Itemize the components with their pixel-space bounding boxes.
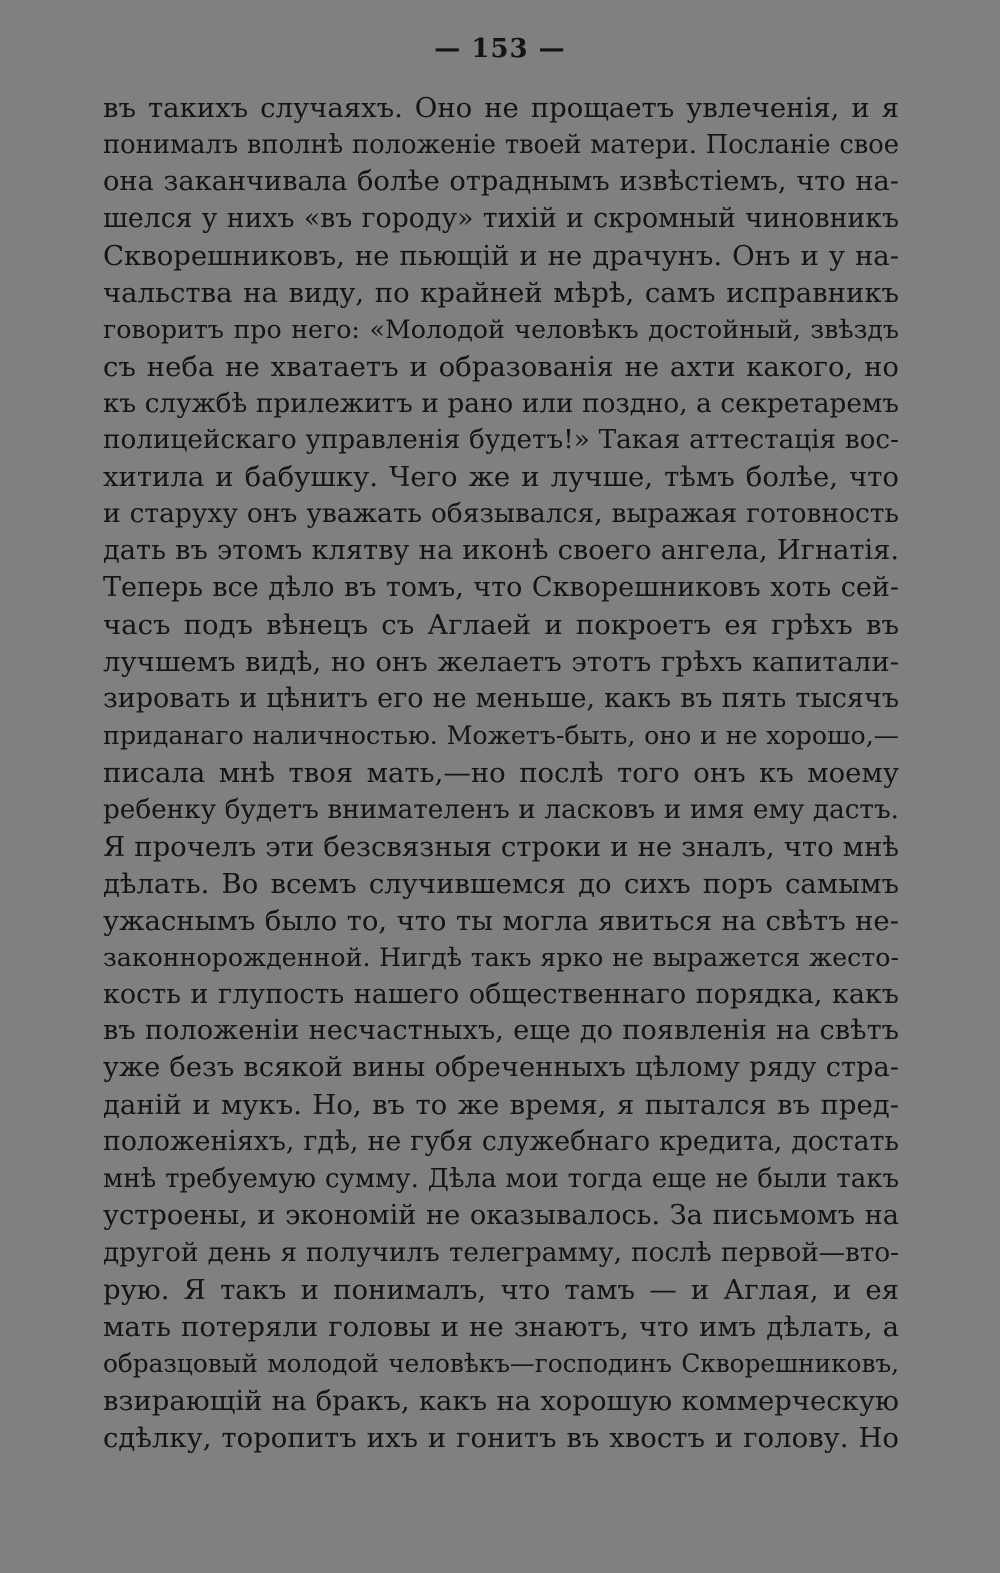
text-line: Теперь все дѣло въ томъ, что Скворешниковъ хоть сей- [103, 572, 899, 604]
text-line: рую. Я такъ и понималъ, что тамъ — и Аглая, и ея [103, 1274, 899, 1306]
text-line: зировать и цѣнитъ его не меньше, какъ въ пять тысячъ [103, 683, 899, 714]
page-body-text [103, 90, 899, 1457]
text-line: законнорожденной. Нигдѣ такъ ярко не выражется жесто- [103, 942, 899, 972]
text-line: ужаснымъ было то, что ты могла явиться на свѣтъ не- [103, 904, 899, 937]
text-line: полицейскаго управленія будетъ!» Такая аттестація вос- [103, 425, 899, 456]
text-line: взирающій на бракъ, какъ на хорошую коммерческую [103, 1384, 899, 1417]
text-line: она заканчивала болѣе отраднымъ извѣстіемъ, что на- [103, 165, 899, 197]
text-line: дѣлать. Во всемъ случившемся до сихъ поръ самымъ [103, 867, 899, 900]
text-line: часъ подъ вѣнецъ съ Аглаей и покроетъ ея грѣхъ въ [103, 609, 899, 642]
text-line: кость и глупость нашего общественнаго порядка, какъ [103, 978, 899, 1010]
text-line: Скворешниковъ, не пьющій и не драчунъ. Онъ и у на- [103, 239, 899, 272]
text-line: положеніяхъ, гдѣ, не губя служебнаго кредита, достать [103, 1126, 899, 1158]
text-line: чальства на виду, по крайней мѣрѣ, самъ исправникъ [103, 276, 899, 309]
text-line: къ службѣ прилежитъ и рано или поздно, а секретаремъ [103, 388, 899, 419]
text-line: устроены, и экономій не оказывалось. За письмомъ на [103, 1200, 899, 1232]
text-line: шелся у нихъ «въ городу» тихій и скромный чиновникъ [103, 202, 899, 234]
text-line: даній и мукъ. Но, въ то же время, я пытался въ пред- [103, 1089, 899, 1122]
text-line: мнѣ требуемую сумму. Дѣла мои тогда еще не были такъ [103, 1164, 899, 1195]
text-line: лучшемъ видѣ, но онъ желаетъ этотъ грѣхъ капитали- [103, 646, 899, 679]
text-line: хитила и бабушку. Чего же и лучше, тѣмъ болѣе, что [103, 461, 899, 494]
text-line: и старуху онъ уважать обязывался, выражая готовность [103, 498, 899, 530]
text-line: образцовый молодой человѣкъ—господинъ Скворешниковъ, [103, 1348, 899, 1378]
text-line: съ неба не хватаетъ и образованія не ахти какого, но [103, 350, 899, 383]
text-line: уже безъ всякой вины обреченныхъ цѣлому ряду стра- [103, 1052, 899, 1084]
text-line: мать потеряли головы и не знаютъ, что имъ дѣлать, а [103, 1310, 899, 1343]
text-line: въ такихъ случаяхъ. Оно не прощаетъ увлеченія, и я [103, 92, 899, 124]
text-line: приданаго наличностью. Можетъ-быть, оно и не хорошо,— [103, 720, 899, 750]
text-line: понималъ вполнѣ положеніе твоей матери. Посланіе свое [103, 129, 899, 160]
text-line: писала мнѣ твоя мать,—но послѣ того онъ къ моему [103, 756, 899, 789]
text-line: сдѣлку, торопитъ ихъ и гонитъ въ хвостъ и голову. Но [103, 1421, 899, 1454]
text-line: въ положеніи несчастныхъ, еще до появленія на свѣтъ [103, 1015, 899, 1047]
text-line: Я прочелъ эти безсвязныя строки и не зналъ, что мнѣ [103, 830, 899, 863]
text-line: ребенку будетъ внимателенъ и ласковъ и имя ему дастъ. [103, 794, 899, 825]
text-line: дать въ этомъ клятву на иконѣ своего ангела, Игнатія. [103, 535, 899, 567]
text-line: другой день я получилъ телеграмму, послѣ первой—вто- [103, 1238, 899, 1269]
text-line: говоритъ про него: «Молодой человѣкъ достойный, звѣздъ [103, 314, 899, 344]
page-number: — 153 — [434, 34, 566, 64]
